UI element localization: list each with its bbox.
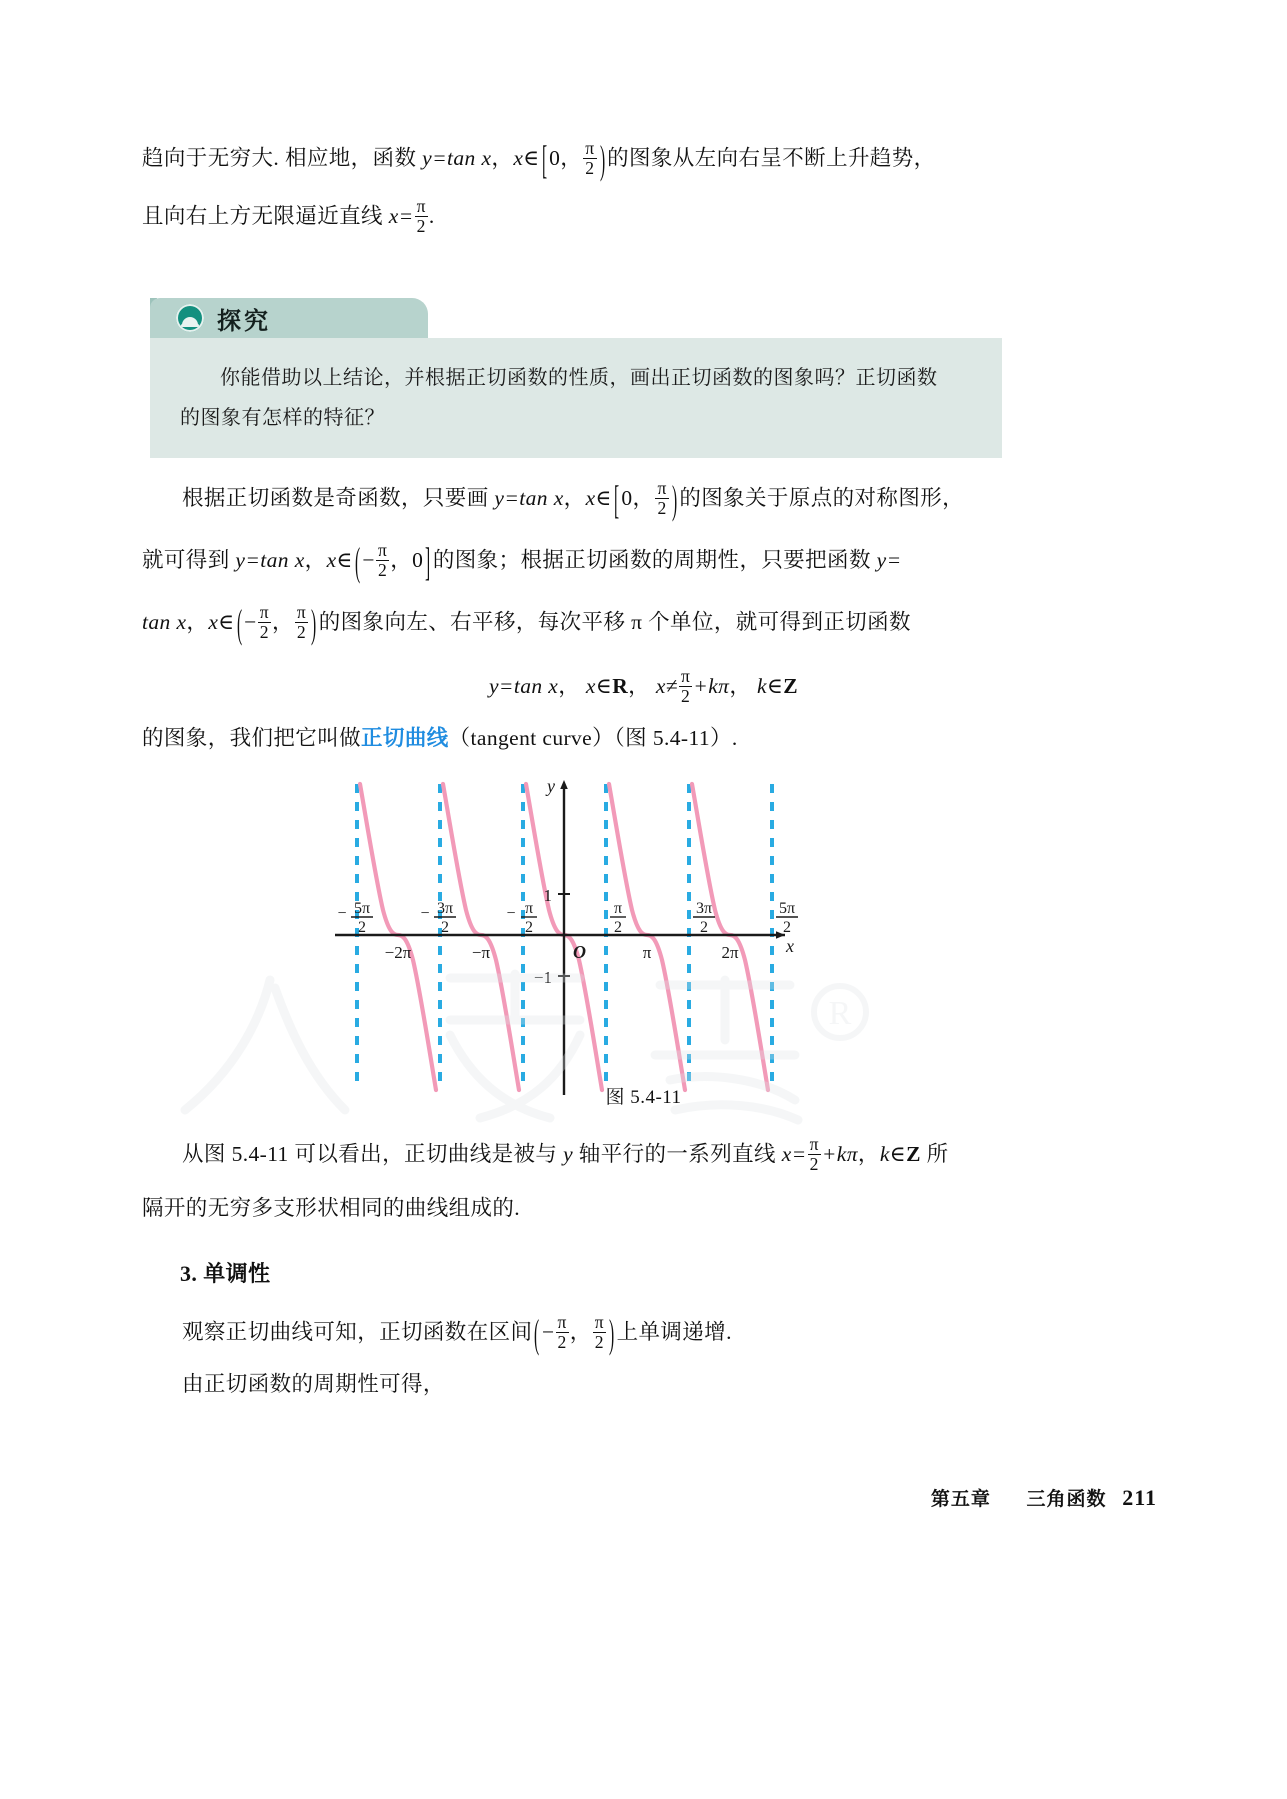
neg2: − [244,610,257,634]
frac-pi-2-h: $\frac{\pi}{2}$ [809,1134,819,1175]
y-tick-label-neg1: −1 [533,968,552,987]
inquiry-box [150,298,1002,436]
p4-y: y [563,1142,574,1166]
figure-tangent-curve [330,770,800,1110]
p2-l1-c: 的图象关于原点的对称图形， [679,486,965,510]
c2: ， [186,610,209,634]
svg-text:π: π [524,900,534,917]
paragraph-monotonicity [142,1306,1042,1360]
tangent-branch-1 [360,784,436,1090]
svg-text:5π: 5π [353,900,371,917]
origin-label: O [573,942,586,962]
p2-l3-fn: tan x [142,610,187,634]
svg-text:3π: 3π [695,900,713,917]
p2-l2-b: 的图象；根据正切函数的周期性，只要把函数 [432,548,877,572]
frac-pi-2-f: $\frac{\pi}{2}$ [296,602,307,643]
paragraph-periodicity [142,1358,1042,1410]
p1-text-a: 趋向于无穷大. 相应地，函数 [142,146,423,170]
c5: ， [628,674,651,698]
formula-exclusion: x≠ [655,674,678,698]
term-tangent-curve: 正切曲线 [361,726,449,750]
bracket-close-icon: ] [425,539,431,585]
x-tick-label-pi: π [642,943,652,962]
p2-l1-fn: y=tan x [494,486,564,510]
paragraph-continued [142,132,1022,186]
c3: ， [271,610,294,634]
p2-l2-y: y= [876,548,902,572]
formula-kset: k∈Z [757,674,799,698]
c8: ， [569,1320,592,1344]
p2-l2-set: x∈ [326,548,353,572]
frac-pi-2: $\frac{\pi}{2}$ [585,138,595,179]
figure-caption: 图 5.4-11 [605,1087,682,1108]
footer-page-number: 211 [1122,1485,1157,1510]
tangent-curve-svg [330,770,800,1110]
paragraph-after-figure-line2: 隔开的无穷多支形状相同的曲线组成的. [142,1196,521,1220]
p1-l2-text: 且向右上方无限逼近直线 [142,204,389,228]
svg-text:π: π [613,900,623,917]
y-axis-label: y [547,776,555,796]
frac-pi-2-c: $\frac{\pi}{2}$ [657,478,667,519]
paren-open-icon-3: ( [534,1311,540,1357]
tangent-branch-5 [692,784,768,1090]
inquiry-title: 探究 [217,308,271,335]
tangent-branch-4 [609,784,685,1090]
frac-pi-2-j: $\frac{\pi}{2}$ [594,1312,604,1353]
formula-domain: x∈R [585,674,629,698]
inquiry-tab-header [150,298,428,338]
x-axis-label: x [786,936,794,956]
p4-eq: x= [781,1142,807,1166]
p4-kset: k∈Z [879,1142,921,1166]
p2-l1-a: 根据正切函数是奇函数，只要画 [182,486,495,510]
svg-text:2: 2 [614,919,622,936]
c7: ， [857,1142,880,1166]
bracket-open-icon-2: [ [613,477,620,523]
paragraph-continued-line2 [142,190,1022,242]
tangent-branch-2 [443,784,519,1090]
x-fraction-labels [337,900,798,936]
svg-text:−: − [506,905,516,922]
p4-e: 所 [920,1142,949,1166]
svg-text:2: 2 [358,919,366,936]
p2-l2-fn: y=tan x [235,548,305,572]
y-axis-arrow-icon [560,780,568,789]
p1-comma: ， [491,146,514,170]
neg1: − [362,548,375,572]
svg-text:2: 2 [441,919,449,936]
display-formula [0,660,1287,712]
section-heading-3: 3. 单调性 [180,1261,271,1286]
p3-b: （tangent curve）（图 5.4-11）. [448,726,738,750]
svg-text:5π: 5π [778,900,796,917]
x-tick-label-negpi: −π [471,943,491,962]
c1: ， [304,548,327,572]
p1-lo: 0， [549,146,583,170]
p1-domain: x∈ [513,146,540,170]
x-label-pos-pi-2 [610,900,626,936]
inquiry-body [150,338,1002,458]
p2-l3-b: 的图象向左、右平移，每次平移 π 个单位，就可得到正切函数 [318,610,911,634]
p2-l1-lo: 0， [621,486,655,510]
p2-l2-a: 就可得到 [142,548,236,572]
footer-section: 三角函数 [1026,1489,1107,1510]
p1-text-c: 的图象从左向右呈不断上升趋势， [607,146,936,170]
c6: ， [729,674,752,698]
svg-text:−: − [420,905,430,922]
svg-text:R: R [828,995,852,1032]
p5-a: 观察正切曲线可知，正切函数在区间 [182,1320,533,1344]
paren-close-icon-3: ) [311,601,317,647]
paren-close-icon: ) [599,137,606,183]
page-footer [931,1484,1157,1511]
body-paragraph-line1 [142,472,1032,526]
paren-open-icon-2: ( [236,601,243,647]
c4: ， [558,674,581,698]
x-tick-label-2pi: 2π [721,943,739,962]
frac-pi-2-i: $\frac{\pi}{2}$ [557,1312,567,1353]
frac-pi-2-d: $\frac{\pi}{2}$ [377,540,388,581]
paren-open-icon: ( [354,539,361,585]
formula-kpi: +kπ [693,674,730,698]
inquiry-line-1-text: 你能借助以上结论，并根据正切函数的性质，画出正切函数的图象吗？正切函数 [220,367,938,389]
p1-l2-end: . [428,204,435,228]
paragraph-after-figure-line1 [142,1128,1042,1180]
footer-chapter: 第五章 [930,1489,991,1510]
p4-b: 轴平行的一系列直线 [573,1142,782,1166]
svg-text:2: 2 [700,919,708,936]
body-paragraph-line2 [142,534,1042,588]
y-tick-label-1: 1 [543,886,552,905]
pep-logo-icon [176,304,204,332]
formula-fn: y=tan x [488,674,559,698]
inquiry-line-2: 的图象有怎样的特征？ [180,407,385,429]
svg-text:−: − [337,905,347,922]
p2-l1-set: x∈ [585,486,612,510]
p2-l1-comma: ， [563,486,586,510]
x-axis-tick-labels [385,943,739,962]
p5-b: 上单调递增. [616,1320,732,1344]
p4-kpi: +kπ [821,1142,858,1166]
p3-a: 的图象，我们把它叫做 [142,726,362,750]
x-tick-label-neg2pi: −2π [384,943,412,962]
p2-l3-set: x∈ [208,610,235,634]
p4-a: 从图 5.4-11 可以看出，正切曲线是被与 [182,1142,564,1166]
neg3: − [541,1320,555,1344]
x-label-pos-3pi-2 [693,900,715,936]
p1-l2-eq: x= [388,204,414,228]
registered-mark-icon [814,986,866,1038]
p2-l2-hi: ，0 [390,548,424,572]
body-paragraph-line3 [142,596,1042,650]
svg-text:2: 2 [525,919,533,936]
x-label-pos-5pi-2 [776,900,798,936]
bracket-open-icon: [ [541,137,548,183]
paren-close-icon-4: ) [609,1311,615,1357]
paren-close-icon-2: ) [671,477,678,523]
svg-text:3π: 3π [436,900,454,917]
svg-text:2: 2 [783,919,791,936]
p6-text: 由正切函数的周期性可得， [182,1372,445,1396]
paragraph-tangent-curve [142,712,1042,764]
p1-function: y=tan x [422,146,492,170]
frac-pi-2-g: $\frac{\pi}{2}$ [680,666,691,707]
inquiry-line-1 [180,358,972,398]
frac-pi-2-b: $\frac{\pi}{2}$ [416,196,426,237]
frac-pi-2-e: $\frac{\pi}{2}$ [259,602,269,643]
